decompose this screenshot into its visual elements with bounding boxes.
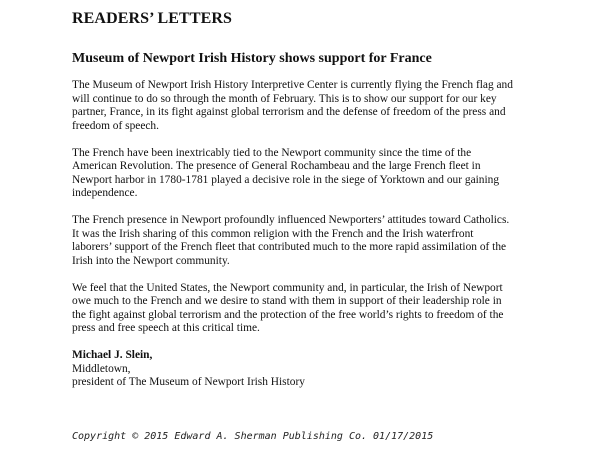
paragraph-line: the fight against global terrorism and the protection of the free world’s rights to freedom of the xyxy=(72,308,504,321)
paragraph-line: The French have been inextricably tied to the Newport community since the time of the xyxy=(72,146,472,159)
section-heading: READERS’ LETTERS xyxy=(72,10,233,27)
paragraph-line: independence. xyxy=(72,187,138,199)
article-body xyxy=(72,79,542,336)
letter-page xyxy=(72,10,542,390)
paragraph-line: laborers’ support of the French fleet that contributed much to the more rapid assimilation of the xyxy=(72,241,507,253)
paragraph-line: American Revolution. The presence of General Rochambeau and the large French fleet in xyxy=(72,160,481,172)
signature-block xyxy=(72,349,542,390)
paragraph-1 xyxy=(72,79,542,133)
paragraph-2 xyxy=(72,147,542,201)
paragraph-line: press and free speech at this critical time. xyxy=(72,322,260,334)
paragraph-line: will continue to do so through the month of February. This is to show our support for our key xyxy=(72,92,497,105)
paragraph-line: Irish into the Newport community. xyxy=(72,254,230,267)
author-name: Michael J. Slein, xyxy=(72,349,153,361)
paragraph-4 xyxy=(72,282,542,336)
author-role: president of The Museum of Newport Irish History xyxy=(72,376,305,388)
copyright-notice: Copyright © 2015 Edward A. Sherman Publishing Co. 01/17/2015 xyxy=(72,431,434,442)
author-location: Middletown, xyxy=(72,362,131,375)
article-title: Museum of Newport Irish History shows support for France xyxy=(72,51,432,66)
paragraph-line: partner, France, in its fight against global terrorism and the defense of freedom of the press and xyxy=(72,106,506,118)
paragraph-line: The Museum of Newport Irish History Interpretive Center is currently flying the French flag and xyxy=(72,79,513,91)
paragraph-line: We feel that the United States, the Newport community and, in particular, the Irish of Newport xyxy=(72,281,503,294)
paragraph-3 xyxy=(72,214,542,268)
paragraph-line: freedom of speech. xyxy=(72,119,159,132)
paragraph-line: owe much to the French and we desire to stand with them in support of their leadership role in xyxy=(72,295,502,307)
paragraph-line: It was the Irish sharing of this common religion with the French and the Irish waterfront xyxy=(72,227,474,240)
paragraph-line: The French presence in Newport profoundly influenced Newporters’ attitudes toward Catholics. xyxy=(72,214,510,226)
paragraph-line: Newport harbor in 1780-1781 played a decisive role in the siege of Yorktown and our gaining xyxy=(72,173,500,186)
